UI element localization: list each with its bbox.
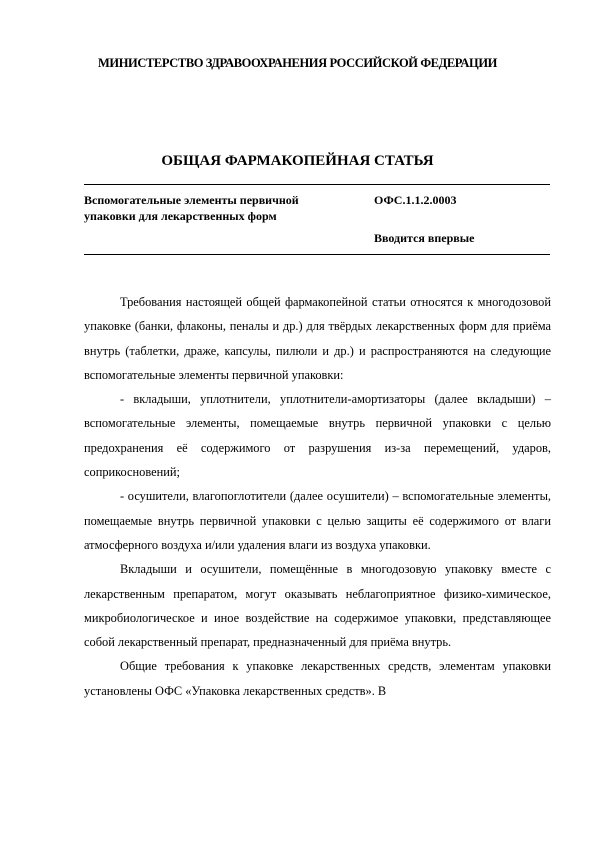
- article-name: [84, 192, 354, 224]
- document-title: ОБЩАЯ ФАРМАКОПЕЙНАЯ СТАТЬЯ: [161, 153, 434, 169]
- paragraph-desiccants: - осушители, влагопоглотители (далее осушители) – вспомогательные элементы, помещаемые внутрь первичной упаковки с целью защиты её содержимого от влаги атмосферного воздуха и/или удаления влаги из воздуха упаковки.: [84, 489, 551, 552]
- article-code: ОФС.1.1.2.0003: [374, 193, 457, 207]
- paragraph-inserts: - вкладыши, уплотнители, уплотнители-амортизаторы (далее вкладыши) – вспомогательные элементы, помещаемые внутрь первичной упаковки с целью предохранения её содержимого от разрушения из-за перемещений, ударов, соприкосновений;: [84, 392, 551, 480]
- header-top-rule: [84, 184, 550, 185]
- paragraph-intro: Требования настоящей общей фармакопейной статьи относятся к многодозовой упаковке (банки, флаконы, пеналы и др.) для твёрдых лекарственных форм для приёма внутрь (таблетки, драже, капсулы, пилюли и др.) и распространяются на следующие вспомогательные элементы первичной упаковки:: [84, 295, 551, 382]
- header-bottom-rule: [84, 254, 550, 255]
- article-status: Вводится впервые: [374, 231, 475, 245]
- article-name-line-1: Вспомогательные элементы первичной: [84, 193, 299, 207]
- paragraph-effects: Вкладыши и осушители, помещённые в многодозовую упаковку вместе с лекарственным препаратом, могут оказывать неблагоприятное физико-химическое, микробиологическое и иное воздействие на содержимое упаковки, представляющее собой лекарственный препарат, предназначенный для приёма внутрь.: [84, 562, 551, 650]
- article-name-line-2: упаковки для лекарственных форм: [84, 209, 277, 223]
- document-body: [84, 290, 551, 703]
- paragraph-general-requirements: Общие требования к упаковке лекарственных средств, элементам упаковки установлены ОФС «Упаковка лекарственных средств». В: [84, 659, 551, 698]
- ministry-heading: МИНИСТЕРСТВО ЗДРАВООХРАНЕНИЯ РОССИЙСКОЙ ФЕДЕРАЦИИ: [98, 56, 497, 70]
